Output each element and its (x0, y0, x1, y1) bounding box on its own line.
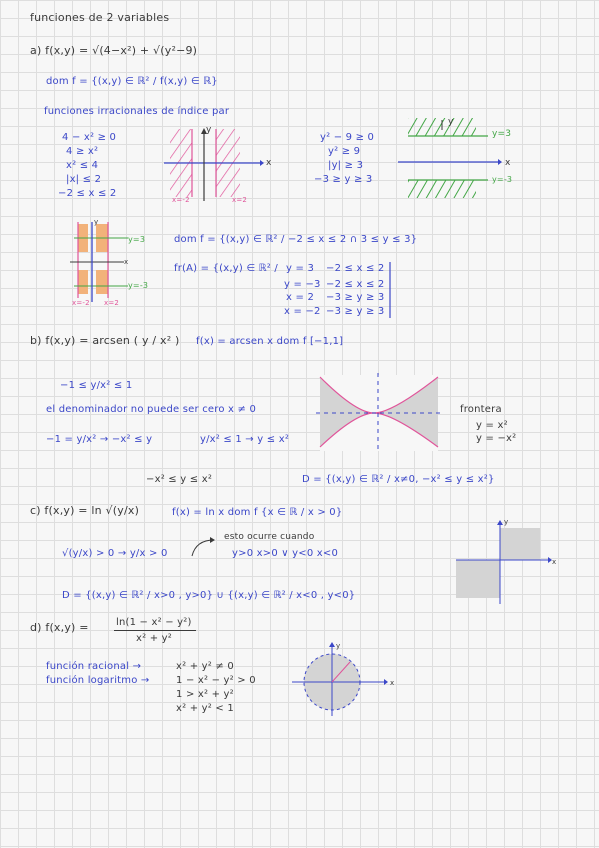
ineq-y-1: y² − 9 ≥ 0 (320, 132, 375, 143)
ineq-y-2: y² ≥ 9 (328, 146, 361, 157)
frontier-row-3-eq: x = 2 (286, 292, 315, 303)
page-title: funciones de 2 variables (30, 11, 170, 24)
g1-left-label: x=-2 (172, 196, 190, 204)
function-b: b) f(x,y) = arcsen ( y / x² ) (30, 334, 180, 347)
note-ln: f(x) = ln x dom f {x ∈ ℝ / x > 0} (172, 507, 343, 518)
ineq-b: −1 ≤ y/x² ≤ 1 (60, 380, 133, 391)
g3-bottom-label: y=-3 (128, 281, 149, 290)
g2-yaxis-label: y (448, 117, 454, 127)
graph-d-disc (288, 640, 398, 720)
frontier-b-eq1: y = x² (476, 420, 508, 431)
domain-result-c: D = {(x,y) ∈ ℝ² / x>0 , y>0} ∪ {(x,y) ∈ ℝ² / x<0 , y<0} (62, 590, 356, 601)
frontier-row-2-range: −2 ≤ x ≤ 2 (326, 279, 385, 290)
frontier-row-4-range: −3 ≥ y ≥ 3 (326, 306, 385, 317)
d-line-2-expr: 1 − x² − y² > 0 (176, 675, 256, 686)
cases-c: y>0 x>0 ∨ y<0 x<0 (232, 548, 339, 559)
d-line-4-expr: x² + y² < 1 (176, 703, 234, 714)
g2-xaxis-label: x (505, 158, 511, 168)
domain-result-b: D = {(x,y) ∈ ℝ² / x≠0, −x² ≤ y ≤ x²} (302, 474, 495, 485)
frontier-row-3-range: −3 ≥ y ≥ 3 (326, 292, 385, 303)
function-d-numerator: ln(1 − x² − y²) (116, 617, 192, 628)
g3-right-label: x=2 (104, 299, 120, 307)
g2-bottom-label: y=-3 (492, 175, 513, 184)
function-d-denominator: x² + y² (136, 633, 172, 644)
frontier-row-4-eq: x = −2 (284, 306, 321, 317)
gd-xaxis-label: x (390, 679, 395, 687)
ineq-x-1: 4 − x² ≥ 0 (62, 132, 117, 143)
arrow-curve (190, 536, 216, 558)
fraction-bar (114, 630, 196, 631)
frontier-head-a: fr(A) = {(x,y) ∈ ℝ² / (174, 263, 278, 274)
graph-c-quadrants (452, 518, 552, 608)
graph-b-parabolas (316, 373, 446, 453)
ineq-x-5: −2 ≤ x ≤ 2 (58, 188, 117, 199)
combined-b: −x² ≤ y ≤ x² (146, 474, 213, 485)
graph-a-strip-x (160, 125, 270, 205)
g1-xaxis-label: x (266, 158, 272, 168)
gc-xaxis-label: x (552, 558, 557, 566)
function-a: a) f(x,y) = √(4−x²) + √(y²−9) (30, 44, 198, 57)
note-irrational: funciones irracionales de índice par (44, 106, 230, 117)
step-c: √(y/x) > 0 → y/x > 0 (62, 548, 168, 559)
denominator-note: el denominador no puede ser cero x ≠ 0 (46, 404, 257, 415)
graph-a-domain (66, 218, 149, 308)
ineq-y-3: |y| ≥ 3 (328, 160, 364, 171)
g3-top-label: y=3 (128, 235, 146, 244)
domain-definition: dom f = {(x,y) ∈ ℝ² / f(x,y) ∈ ℝ} (46, 76, 218, 87)
domain-result-a: dom f = {(x,y) ∈ ℝ² / −2 ≤ x ≤ 2 ∩ 3 ≤ y ≤ 3} (174, 234, 418, 245)
note-arcsen: f(x) = arcsen x dom f [−1,1] (196, 336, 344, 347)
gd-yaxis-label: y (336, 642, 341, 650)
g3-yaxis-label: y (94, 218, 99, 226)
g3-xaxis-label: x (124, 258, 129, 266)
ineq-y-4: −3 ≥ y ≥ 3 (314, 174, 373, 185)
ineq-x-4: |x| ≤ 2 (66, 174, 102, 185)
frontier-row-1-range: −2 ≤ x ≤ 2 (326, 263, 385, 274)
d-line-2-label: función logaritmo → (46, 675, 150, 686)
d-line-3-expr: 1 > x² + y² (176, 689, 234, 700)
step-left-b: −1 = y/x² → −x² ≤ y (46, 434, 153, 445)
g2-top-label: y=3 (492, 129, 512, 139)
function-c: c) f(x,y) = ln √(y/x) (30, 504, 140, 517)
frontier-b-eq2: y = −x² (476, 433, 517, 444)
ineq-x-2: 4 ≥ x² (66, 146, 99, 157)
g1-right-label: x=2 (232, 196, 248, 204)
d-line-1-expr: x² + y² ≠ 0 (176, 661, 234, 672)
g3-left-label: x=-2 (72, 299, 90, 307)
frontier-bracket (386, 260, 394, 320)
gc-yaxis-label: y (504, 518, 509, 526)
g1-yaxis-label: y (206, 125, 212, 135)
frontier-b-label: frontera (460, 404, 502, 415)
d-line-1-label: función racional → (46, 661, 142, 672)
frontier-row-1-eq: y = 3 (286, 263, 315, 274)
function-d-label: d) f(x,y) = (30, 621, 89, 634)
step-right-b: y/x² ≤ 1 → y ≤ x² (200, 434, 290, 445)
ineq-x-3: x² ≤ 4 (66, 160, 99, 171)
frontier-row-2-eq: y = −3 (284, 279, 321, 290)
arrow-note-c: esto ocurre cuando (224, 532, 315, 542)
